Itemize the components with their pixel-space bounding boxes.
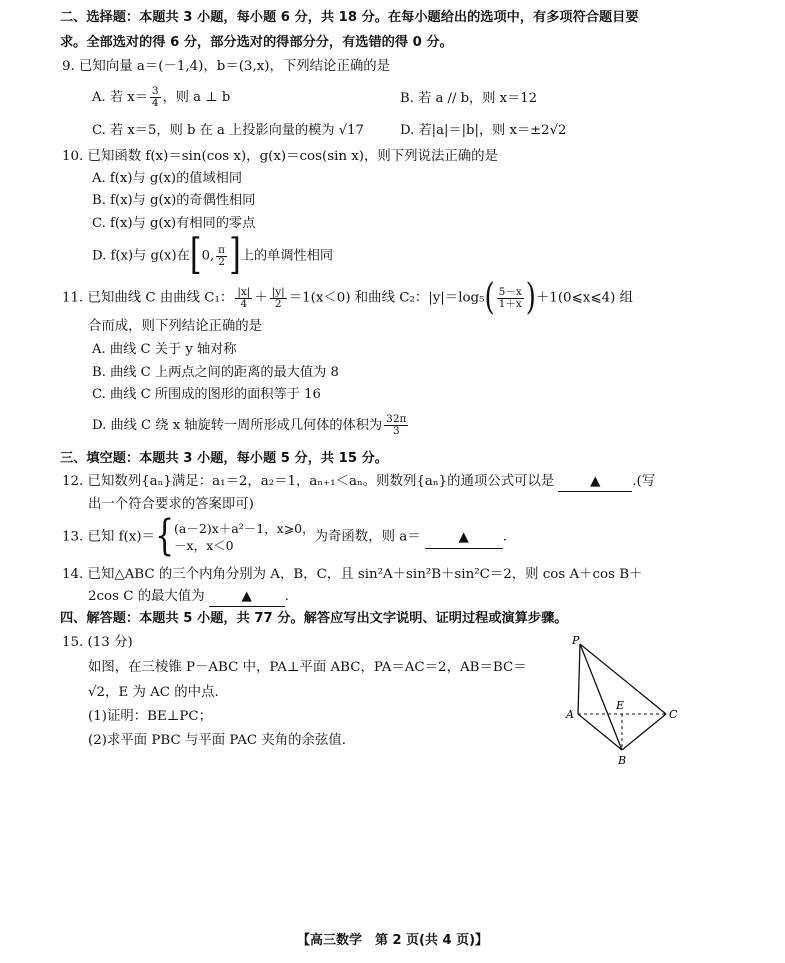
q9-stem: 9. 已知向量 a＝(－1,4)，b＝(3,x)，下列结论正确的是	[62, 59, 391, 74]
label-p: P	[572, 634, 580, 647]
q11-d-fraction	[384, 414, 408, 437]
q11-d-pre: D. 曲线 C 绕 x 轴旋转一周所形成几何体的体积为	[92, 418, 383, 433]
q9-a-den: 4	[151, 97, 159, 109]
q11-frac1-num: |x|	[237, 285, 251, 298]
q11-stem-pre: 11. 已知曲线 C 由曲线 C₁：	[62, 290, 234, 306]
q11-stem-mid: ＝1(x＜0) 和曲线 C₂：|y|＝log₅	[288, 290, 485, 306]
q10-d-right-bracket: ]	[229, 230, 241, 280]
q11-option-c: C. 曲线 C 所围成的图形的面积等于 16	[92, 387, 321, 402]
q11-frac3-den: 1＋x	[498, 297, 522, 310]
q11-stem	[62, 277, 633, 319]
q14-end: .	[284, 589, 289, 604]
q12-text: 12. 已知数列{aₙ}满足：a₁＝2，a₂＝1，aₙ₊₁＜aₙ。则数列{aₙ}的通项公式可以是	[62, 474, 555, 489]
q10-option-d	[92, 230, 334, 280]
q15-part2: (2)求平面 PBC 与平面 PAC 夹角的余弦值.	[88, 733, 346, 748]
section3-heading: 三、填空题：本题共 3 小题，每小题 5 分，共 15 分。	[60, 451, 388, 466]
q11-left-paren: (	[484, 277, 495, 319]
q11-frac3-num: 5－x	[498, 285, 522, 298]
label-c: C	[669, 708, 678, 721]
q13-case1: (a－2)x＋a²－1，x⩾0，	[174, 521, 315, 536]
q11-d-num: 32π	[386, 413, 407, 425]
q15-pyramid-figure	[560, 632, 690, 772]
q9-a-pre: A. 若 x＝	[92, 90, 148, 105]
q13-case2: －x，x＜0	[174, 538, 234, 553]
edge-pb	[580, 644, 625, 750]
q10-d-fraction	[216, 245, 227, 268]
q15-line2: √2，E 为 AC 的中点.	[88, 685, 219, 700]
label-e: E	[616, 699, 625, 712]
q10-d-den: 2	[218, 255, 225, 268]
page-footer: 【高三数学 第 2 页(共 4 页)】	[296, 933, 489, 948]
q9-option-a	[92, 86, 230, 109]
q11-frac1-den: 4	[240, 297, 248, 310]
q15-part1: (1)证明：BE⊥PC；	[88, 709, 212, 724]
edge-cb	[622, 714, 666, 750]
q13-cases	[174, 520, 315, 554]
q10-d-pre: D. f(x)与 g(x)在	[92, 248, 190, 264]
q12-line1-end: .(写	[632, 474, 656, 489]
q12-line1	[62, 473, 655, 492]
q9-option-c: C. 若 x＝5，则 b 在 a 上投影向量的模为 √17	[92, 123, 364, 138]
q10-d-left-bracket: [	[189, 230, 202, 280]
q10-option-c: C. f(x)与 g(x)有相同的零点	[92, 216, 256, 231]
q13-pre: 13. 已知 f(x)＝	[62, 529, 155, 545]
q11-frac3	[497, 287, 524, 310]
q10-stem: 10. 已知函数 f(x)＝sin(cos x)，g(x)＝cos(sin x)，则下列说法正确的是	[62, 149, 498, 164]
q13-line	[62, 511, 507, 561]
q13-post: 为奇函数，则 a＝	[314, 529, 421, 545]
q9-a-fraction	[150, 86, 161, 109]
q14-line1: 14. 已知△ABC 的三个内角分别为 A，B，C，且 sin²A＋sin²B＋sin²C＝2，则 cos A＋cos B＋	[62, 567, 643, 582]
q15-label: 15. (13 分)	[62, 635, 133, 650]
q14-answer-blank[interactable]: ▲	[209, 588, 285, 607]
q11-option-d	[92, 414, 410, 437]
label-b: B	[618, 754, 627, 767]
q14-line2	[88, 588, 289, 607]
q11-right-paren: )	[525, 277, 536, 319]
q10-d-num: π	[218, 243, 226, 256]
q10-option-a: A. f(x)与 g(x)的值域相同	[92, 171, 243, 186]
edge-pa	[578, 644, 580, 714]
q13-answer-blank[interactable]: ▲	[425, 528, 503, 549]
q11-option-a: A. 曲线 C 关于 y 轴对称	[92, 342, 237, 357]
q11-option-b: B. 曲线 C 上两点之间的距离的最大值为 8	[92, 365, 339, 380]
q11-stem-line2: 合而成，则下列结论正确的是	[88, 319, 263, 334]
q10-option-b: B. f(x)与 g(x)的奇偶性相同	[92, 193, 256, 208]
section2-heading-line1: 二、选择题：本题共 3 小题，每小题 6 分，共 18 分。在每小题给出的选项中，有多项符合题目要	[60, 10, 639, 25]
q11-plus: ＋	[254, 290, 268, 306]
q13-brace: {	[154, 511, 175, 561]
q11-frac2-den: 2	[274, 297, 282, 310]
q11-frac2	[270, 287, 287, 310]
q14-line2-pre: 2cos C 的最大值为	[88, 589, 205, 604]
q11-frac1	[235, 287, 252, 310]
q9-option-d: D. 若|a|＝|b|，则 x＝±2√2	[400, 123, 567, 138]
q12-answer-blank[interactable]: ▲	[558, 473, 632, 492]
q13-end: .	[502, 529, 507, 545]
q12-line2: 出一个符合要求的答案即可)	[88, 497, 254, 512]
q11-stem-post: ＋1(0⩽x⩽4) 组	[535, 290, 633, 306]
q9-a-post: ，则 a ⊥ b	[162, 90, 231, 105]
label-a: A	[566, 708, 574, 721]
q9-a-num: 3	[151, 85, 159, 97]
q11-d-den: 3	[392, 425, 400, 437]
section2-heading-line2: 求。全部选对的得 6 分，部分选对的得部分分，有选错的得 0 分。	[60, 35, 453, 50]
q10-d-interval-left: 0,	[201, 248, 215, 264]
q9-option-b: B. 若 a // b，则 x＝12	[400, 91, 538, 106]
section4-heading: 四、解答题：本题共 5 小题，共 77 分。解答应写出文字说明、证明过程或演算步骤。	[60, 611, 568, 626]
q10-d-post: 上的单调性相同	[240, 248, 334, 264]
q11-frac2-num: |y|	[271, 285, 285, 298]
q15-line1: 如图，在三棱锥 P－ABC 中，PA⊥平面 ABC，PA＝AC＝2，AB＝BC＝	[88, 660, 527, 675]
